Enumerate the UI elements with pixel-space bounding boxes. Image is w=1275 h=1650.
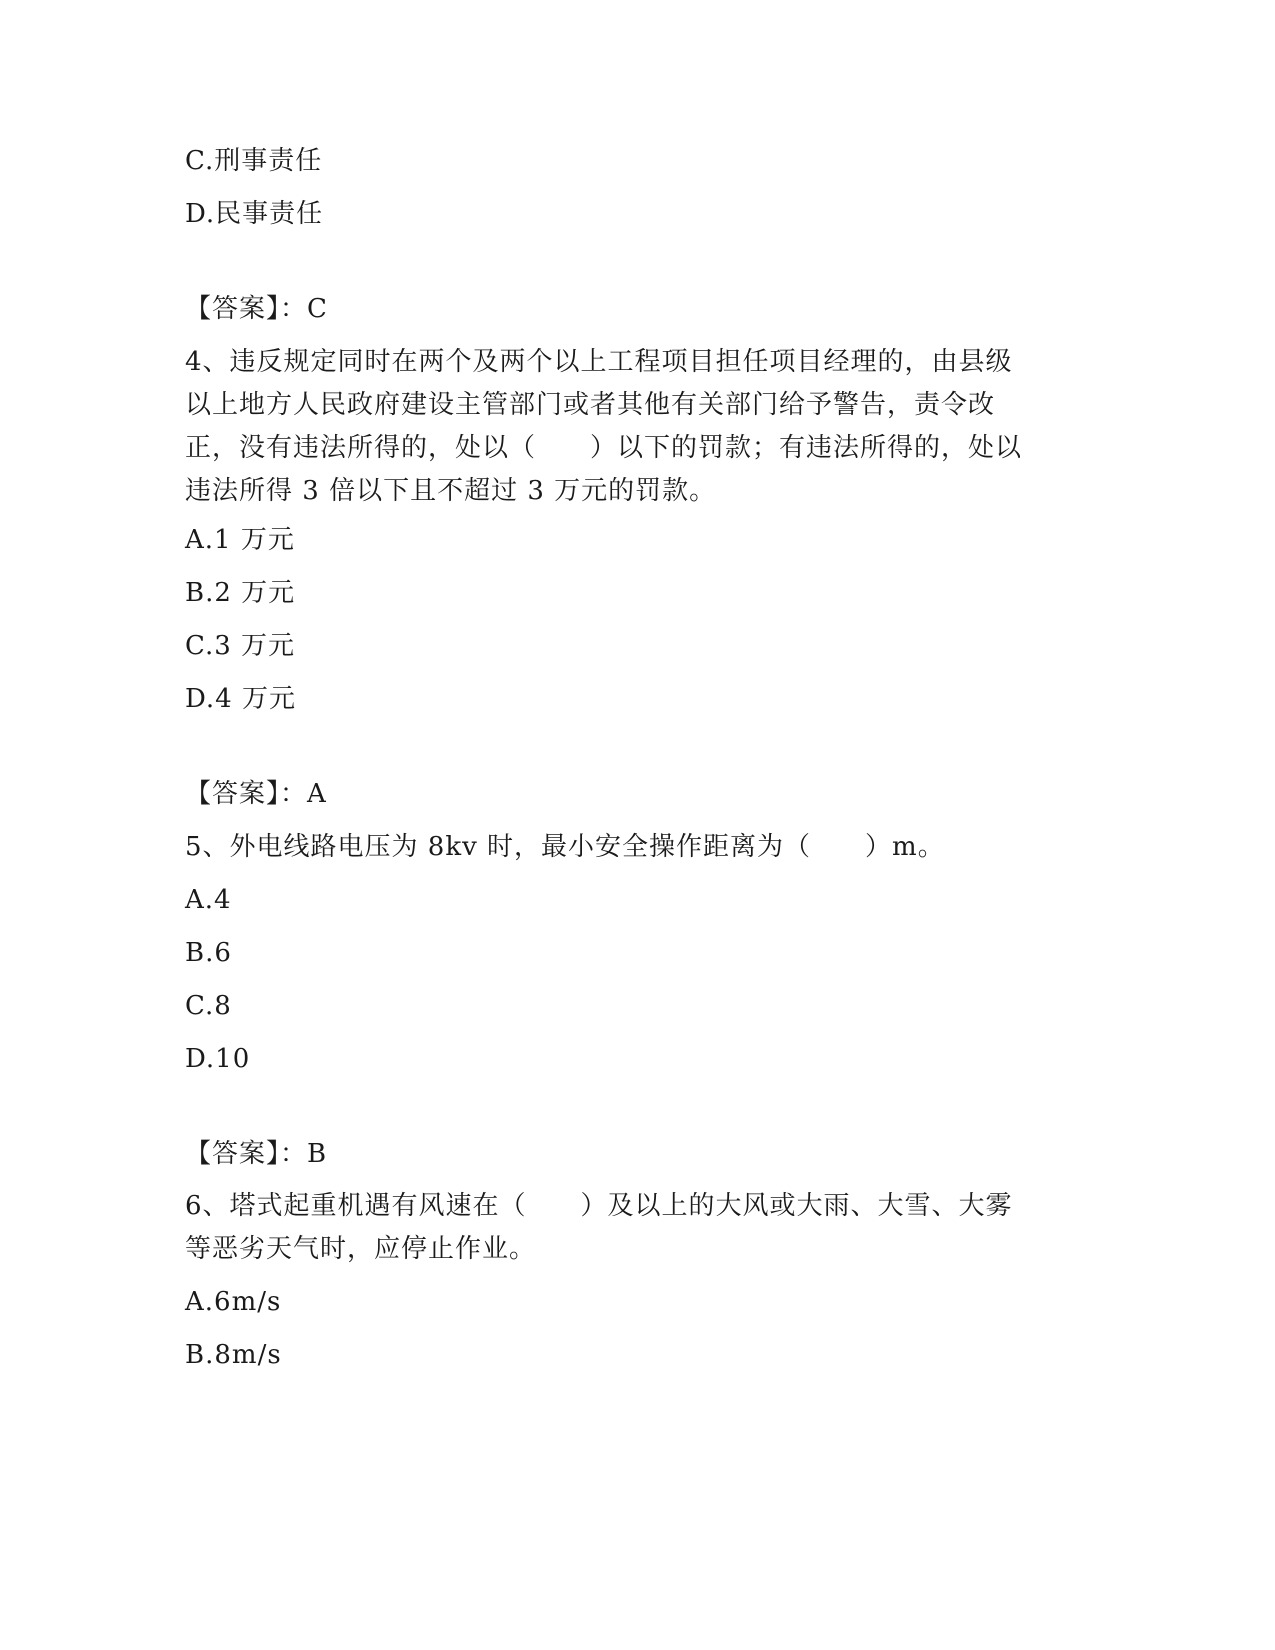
question-6-line: 6、塔式起重机遇有风速在（ ）及以上的大风或大雨、大雪、大雾 [185,1191,1013,1221]
option-b: B.8m/s [185,1340,282,1370]
option-d: D.4 万元 [185,684,296,714]
question-5-text: 5、外电线路电压为 8kv 时，最小安全操作距离为（ ）m。 [185,832,945,862]
option-a: A.4 [185,885,232,915]
option-d: D.民事责任 [185,199,324,229]
option-c: C.刑事责任 [185,146,323,176]
option-c: C.8 [185,991,232,1021]
answer-value: A [307,779,327,809]
answer-label: 【答案】： [185,294,308,324]
question-6-line: 等恶劣天气时，应停止作业。 [185,1234,537,1264]
question-4-line: 以上地方人民政府建设主管部门或者其他有关部门给予警告，责令改 [185,390,996,420]
answer-value: C [307,294,328,324]
question-6-text [185,1185,1085,1271]
option-b: B.6 [185,938,232,968]
answer-line [185,1139,327,1169]
question-4-text [185,341,1085,513]
question-4-line: 4、违反规定同时在两个及两个以上工程项目担任项目经理的，由县级 [185,347,1013,377]
answer-line [185,294,328,324]
option-d: D.10 [185,1044,251,1074]
answer-label: 【答案】： [185,779,308,809]
answer-line [185,779,327,809]
question-4-line: 违法所得 3 倍以下且不超过 3 万元的罚款。 [185,476,717,506]
question-4-line: 正，没有违法所得的，处以（ ）以下的罚款；有违法所得的，处以 [185,433,1023,463]
answer-value: B [307,1139,328,1169]
option-a: A.6m/s [185,1287,282,1317]
answer-label: 【答案】： [185,1139,308,1169]
option-c: C.3 万元 [185,631,296,661]
option-b: B.2 万元 [185,578,296,608]
option-a: A.1 万元 [185,525,295,555]
